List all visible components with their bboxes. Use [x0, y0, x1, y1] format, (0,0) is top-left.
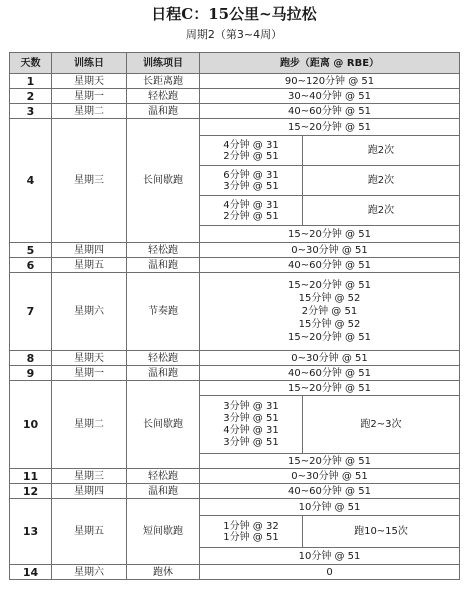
interval-line: 2分钟 @ 51: [223, 150, 279, 162]
table-row: [10, 74, 460, 89]
weekday-cell: 星期三: [52, 119, 127, 243]
tempo-line: 15分钟 @ 52: [298, 293, 361, 304]
table-row: [10, 89, 460, 104]
weekday-cell: 星期五: [52, 258, 127, 273]
tempo-line: 15~20分钟 @ 51: [288, 332, 371, 343]
table-row: [10, 366, 460, 381]
pace-cell: 40~60分钟 @ 51: [200, 258, 460, 273]
table-row: [10, 469, 460, 484]
interval-line: 4分钟 @ 31: [223, 139, 279, 151]
table-header-row: [10, 53, 460, 74]
day-number: 11: [10, 469, 52, 484]
table-row: [10, 565, 460, 580]
pace-cell: 90~120分钟 @ 51: [200, 74, 460, 89]
day-number: 5: [10, 243, 52, 258]
day-number: 4: [10, 119, 52, 243]
page-subtitle: 周期2（第3~4周）: [185, 28, 283, 41]
tempo-line: 15~20分钟 @ 51: [288, 280, 371, 291]
header-pace: 跑步（距离 @ RBE）: [200, 53, 460, 74]
pace-cell: 0~30分钟 @ 51: [200, 469, 460, 484]
weekday-cell: 星期四: [52, 484, 127, 499]
day-number: 2: [10, 89, 52, 104]
table-row: [10, 258, 460, 273]
warmup-cell: 15~20分钟 @ 51: [200, 119, 460, 136]
pace-cell: 40~60分钟 @ 51: [200, 366, 460, 381]
training-type-cell: 长间歇跑: [127, 381, 200, 469]
table-row: [10, 351, 460, 366]
day-number: 8: [10, 351, 52, 366]
training-type-cell: 节奏跑: [127, 273, 200, 351]
header-type: 训练项目: [127, 53, 200, 74]
training-type-cell: 轻松跑: [127, 89, 200, 104]
warmup-cell: 15~20分钟 @ 51: [200, 381, 460, 396]
interval-line: 1分钟 @ 32: [223, 520, 279, 532]
day-number: 14: [10, 565, 52, 580]
training-type-cell: 轻松跑: [127, 351, 200, 366]
day-number: 3: [10, 104, 52, 119]
table-row: [10, 499, 460, 516]
day-number: 13: [10, 499, 52, 565]
table-row: [10, 119, 460, 136]
reps-cell: 跑2次: [303, 136, 460, 166]
cooldown-cell: 10分钟 @ 51: [200, 548, 460, 565]
training-type-cell: 温和跑: [127, 484, 200, 499]
cooldown-cell: 15~20分钟 @ 51: [200, 454, 460, 469]
training-type-cell: 温和跑: [127, 104, 200, 119]
pace-cell: 30~40分钟 @ 51: [200, 89, 460, 104]
training-type-cell: 长距离跑: [127, 74, 200, 89]
weekday-cell: 星期一: [52, 366, 127, 381]
weekday-cell: 星期六: [52, 565, 127, 580]
weekday-cell: 星期六: [52, 273, 127, 351]
interval-line: 3分钟 @ 51: [223, 180, 279, 192]
page-title: 日程C：15公里~马拉松: [151, 5, 317, 23]
interval-set-cell: [200, 136, 303, 166]
pace-cell: 40~60分钟 @ 51: [200, 484, 460, 499]
day-number: 6: [10, 258, 52, 273]
reps-cell: 跑2~3次: [303, 396, 460, 454]
interval-line: 3分钟 @ 51: [223, 436, 279, 448]
interval-line: 2分钟 @ 51: [223, 210, 279, 222]
interval-line: 3分钟 @ 31: [223, 400, 279, 412]
tempo-line: 2分钟 @ 51: [301, 306, 358, 317]
training-type-cell: 轻松跑: [127, 469, 200, 484]
table-row: [10, 381, 460, 396]
header-day: 天数: [10, 53, 52, 74]
pace-cell: 40~60分钟 @ 51: [200, 104, 460, 119]
reps-cell: 跑2次: [303, 166, 460, 196]
tempo-pace-cell: [200, 273, 460, 351]
warmup-cell: 10分钟 @ 51: [200, 499, 460, 516]
reps-cell: 跑10~15次: [303, 516, 460, 548]
interval-set-cell: [200, 516, 303, 548]
day-number: 9: [10, 366, 52, 381]
interval-line: 4分钟 @ 31: [223, 199, 279, 211]
interval-line: 1分钟 @ 51: [223, 531, 279, 543]
interval-line: 4分钟 @ 31: [223, 424, 279, 436]
weekday-cell: 星期天: [52, 74, 127, 89]
training-type-cell: 跑休: [127, 565, 200, 580]
training-type-cell: 短间歇跑: [127, 499, 200, 565]
day-number: 10: [10, 381, 52, 469]
weekday-cell: 星期天: [52, 351, 127, 366]
weekday-cell: 星期三: [52, 469, 127, 484]
weekday-cell: 星期二: [52, 381, 127, 469]
table-row: [10, 484, 460, 499]
cooldown-cell: 15~20分钟 @ 51: [200, 226, 460, 243]
day-number: 1: [10, 74, 52, 89]
tempo-line: 15分钟 @ 52: [298, 319, 361, 330]
table-row: [10, 243, 460, 258]
training-type-cell: 温和跑: [127, 366, 200, 381]
weekday-cell: 星期二: [52, 104, 127, 119]
reps-cell: 跑2次: [303, 196, 460, 226]
interval-set-cell: [200, 166, 303, 196]
table-row: [10, 104, 460, 119]
day-number: 12: [10, 484, 52, 499]
weekday-cell: 星期五: [52, 499, 127, 565]
training-type-cell: 轻松跑: [127, 243, 200, 258]
interval-set-cell: [200, 196, 303, 226]
day-number: 7: [10, 273, 52, 351]
weekday-cell: 星期一: [52, 89, 127, 104]
table-row: [10, 273, 460, 351]
interval-set-cell: [200, 396, 303, 454]
pace-cell: 0~30分钟 @ 51: [200, 243, 460, 258]
weekday-cell: 星期四: [52, 243, 127, 258]
training-type-cell: 温和跑: [127, 258, 200, 273]
pace-cell: 0~30分钟 @ 51: [200, 351, 460, 366]
interval-line: 6分钟 @ 31: [223, 169, 279, 181]
header-weekday: 训练日: [52, 53, 127, 74]
pace-cell: 0: [200, 565, 460, 580]
schedule-table: [9, 52, 460, 580]
training-type-cell: 长间歇跑: [127, 119, 200, 243]
interval-line: 3分钟 @ 51: [223, 412, 279, 424]
